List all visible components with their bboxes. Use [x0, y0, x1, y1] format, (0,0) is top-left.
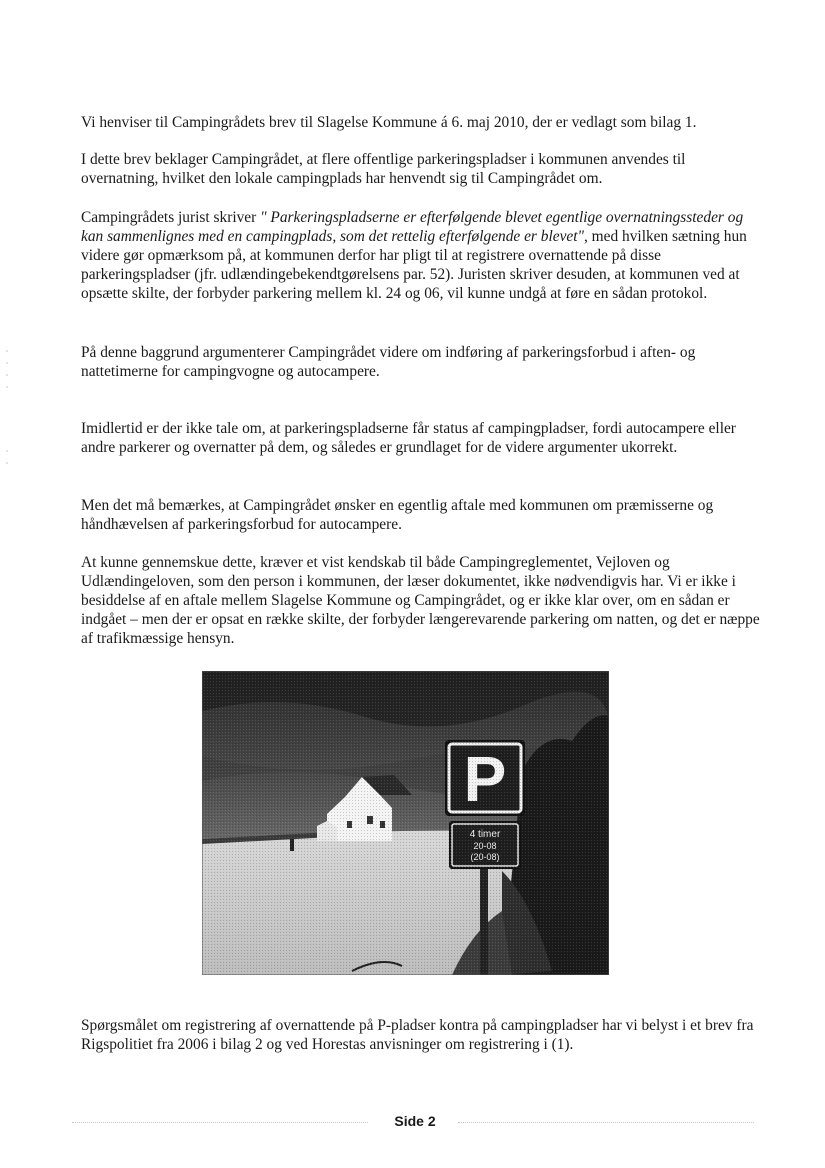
- paragraph-status: Imidlertid er der ikke tale om, at parkeringspladserne får status af campingpladser, fordi autocampere eller andre parkerer og overnatter på dem, og således er grundlaget for de videre argumenter ukorrekt.: [81, 420, 736, 456]
- scan-mark: [6, 386, 8, 388]
- paragraph-complaint: I dette brev beklager Campingrådet, at flere offentlige parkeringspladser i kommunen anvendes til overnatning, hvilket den lokale campingplads har henvendt sig til Campingrådet om.: [81, 151, 686, 187]
- scan-mark: [6, 374, 8, 376]
- footer-rule-left: [72, 1122, 368, 1123]
- paragraph-reference: Vi henviser til Campingrådets brev til Slagelse Kommune á 6. maj 2010, der er vedlagt som bilag 1.: [81, 114, 697, 131]
- scan-mark: [6, 462, 8, 464]
- paragraph-jurist-quote: " Parkeringspladserne er efterfølgende blevet egentlige overnatningssteder og kan sammenlignes med en campingplads, som det rettelig efterfølgende er blevet": [81, 209, 744, 245]
- paragraph-agreement: Men det må bemærkes, at Campingrådet ønsker en egentlig aftale med kommunen om præmisserne og håndhævelsen af parkeringsforbud for autocampere.: [81, 497, 714, 533]
- paragraph-jurist: [81, 208, 761, 303]
- paragraph-knowledge: At kunne gennemskue dette, kræver et vist kendskab til både Campingreglementet, Vejloven og Udlændingeloven, som den person i kommunen, der læser dokumentet, ikke nødvendigvis har. Vi er ikke i besiddelse af en aftale mellem Slagelse Kommune og Campingrådet, og er ikke klar over, om en sådan er indgået – men der er opsat en række skilte, der forbyder længerevarende parkering om natten, og det er næppe af trafikmæssige hensyn.: [81, 554, 760, 647]
- paragraph-jurist-rest: , med hvilken sætning hun videre gør opmærksom på, at kommunen derfor har pligt til at registrere overnattende på disse parkeringspladser (jfr. udlændingebekendtgørelsens par. 52). Juristen skriver desuden, at kommunen ved at opsætte skilte, der forbyder parkering mellem kl. 24 og 06, vil kunne undgå at føre en sådan protokol.: [81, 228, 747, 302]
- paragraph-jurist-intro: Campingrådets jurist skriver: [81, 209, 261, 226]
- scan-mark: [6, 450, 8, 452]
- paragraph-registration: Spørgsmålet om registrering af overnattende på P-pladser kontra på campingpladser har vi belyst i et brev fra Rigspolitiet fra 2006 i bilag 2 og ved Horestas anvisninger om registrering i (1).: [81, 1017, 754, 1053]
- scan-mark: [6, 362, 8, 364]
- footer-rule-right: [458, 1122, 754, 1123]
- parking-sign-photo: [202, 671, 609, 975]
- scan-mark: [6, 350, 8, 352]
- paragraph-argument: På denne baggrund argumenterer Campingrådet videre om indføring af parkeringsforbud i aften- og nattetimerne for campingvogne og autocampere.: [81, 344, 696, 380]
- footer-page-number: Side 2: [394, 1113, 436, 1129]
